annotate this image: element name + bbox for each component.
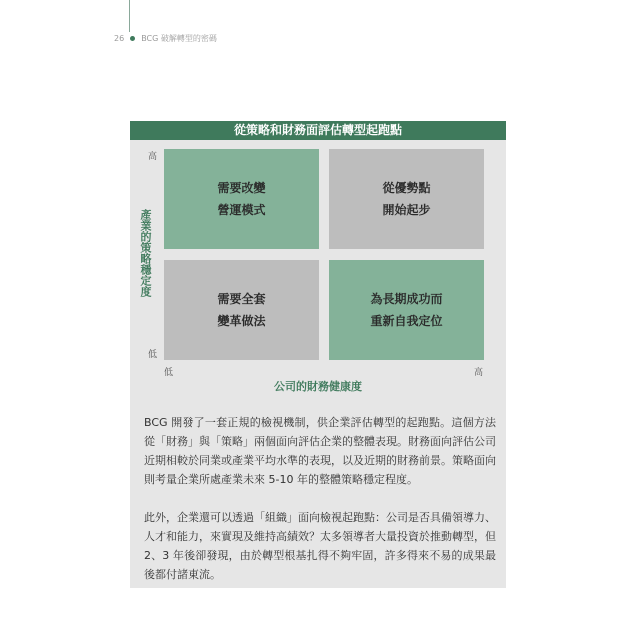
quadrant-bottom-left-line1: 需要全套 — [217, 292, 266, 306]
figure-panel — [130, 121, 506, 588]
quadrant-top-left-line1: 需要改變 — [217, 181, 266, 195]
quadrant-top-right — [329, 149, 484, 249]
x-axis-high-label: 高 — [474, 368, 484, 378]
body-paragraph-2: 此外，企業還可以透過「組織」面向檢視起跑點：公司是否具備領導力、人才和能力，來實現及維持高績效？太多領導者大量投資於推動轉型，但 2、3 年後卻發現，由於轉型根基扎得不夠牢固，許多得來不易的成果最後都付諸東流。 — [144, 511, 496, 581]
quadrant-bottom-right — [329, 260, 484, 360]
y-axis-low-label: 低 — [148, 350, 158, 360]
quadrant-top-right-line2: 開始起步 — [382, 203, 431, 217]
x-axis-low-label: 低 — [164, 368, 174, 378]
running-header — [114, 31, 217, 45]
y-axis-title: 產業的策略穩定度 — [139, 209, 152, 297]
y-axis-high-label: 高 — [148, 152, 158, 162]
quadrant-bottom-left-line2: 變革做法 — [217, 314, 266, 328]
quadrant-top-right-line1: 從優勢點 — [382, 181, 431, 195]
margin-rule — [129, 0, 130, 32]
quadrant-top-left — [164, 149, 319, 249]
quadrant-top-left-line2: 營運模式 — [217, 203, 266, 217]
quadrant-bottom-right-line1: 為長期成功而 — [370, 292, 443, 306]
quadrant-bottom-right-line2: 重新自我定位 — [370, 314, 443, 328]
book-title: BCG 破解轉型的密碼 — [141, 33, 217, 43]
page-number: 26 — [114, 33, 125, 43]
body-paragraph-1: BCG 開發了一套正規的檢視機制，供企業評估轉型的起跑點。這個方法從「財務」與「策略」兩個面向評估企業的整體表現。財務面向評估公司近期相較於同業或產業平均水準的表現，以及近期的財務前景。策略面向則考量企業所處產業未來 5-10 年的整體策略穩定程度。 — [144, 416, 496, 486]
figure-title: 從策略和財務面評估轉型起跑點 — [130, 121, 506, 140]
quadrant-bottom-left — [164, 260, 319, 360]
bullet-dot-icon — [130, 36, 135, 41]
x-axis-title: 公司的財務健康度 — [274, 380, 362, 393]
